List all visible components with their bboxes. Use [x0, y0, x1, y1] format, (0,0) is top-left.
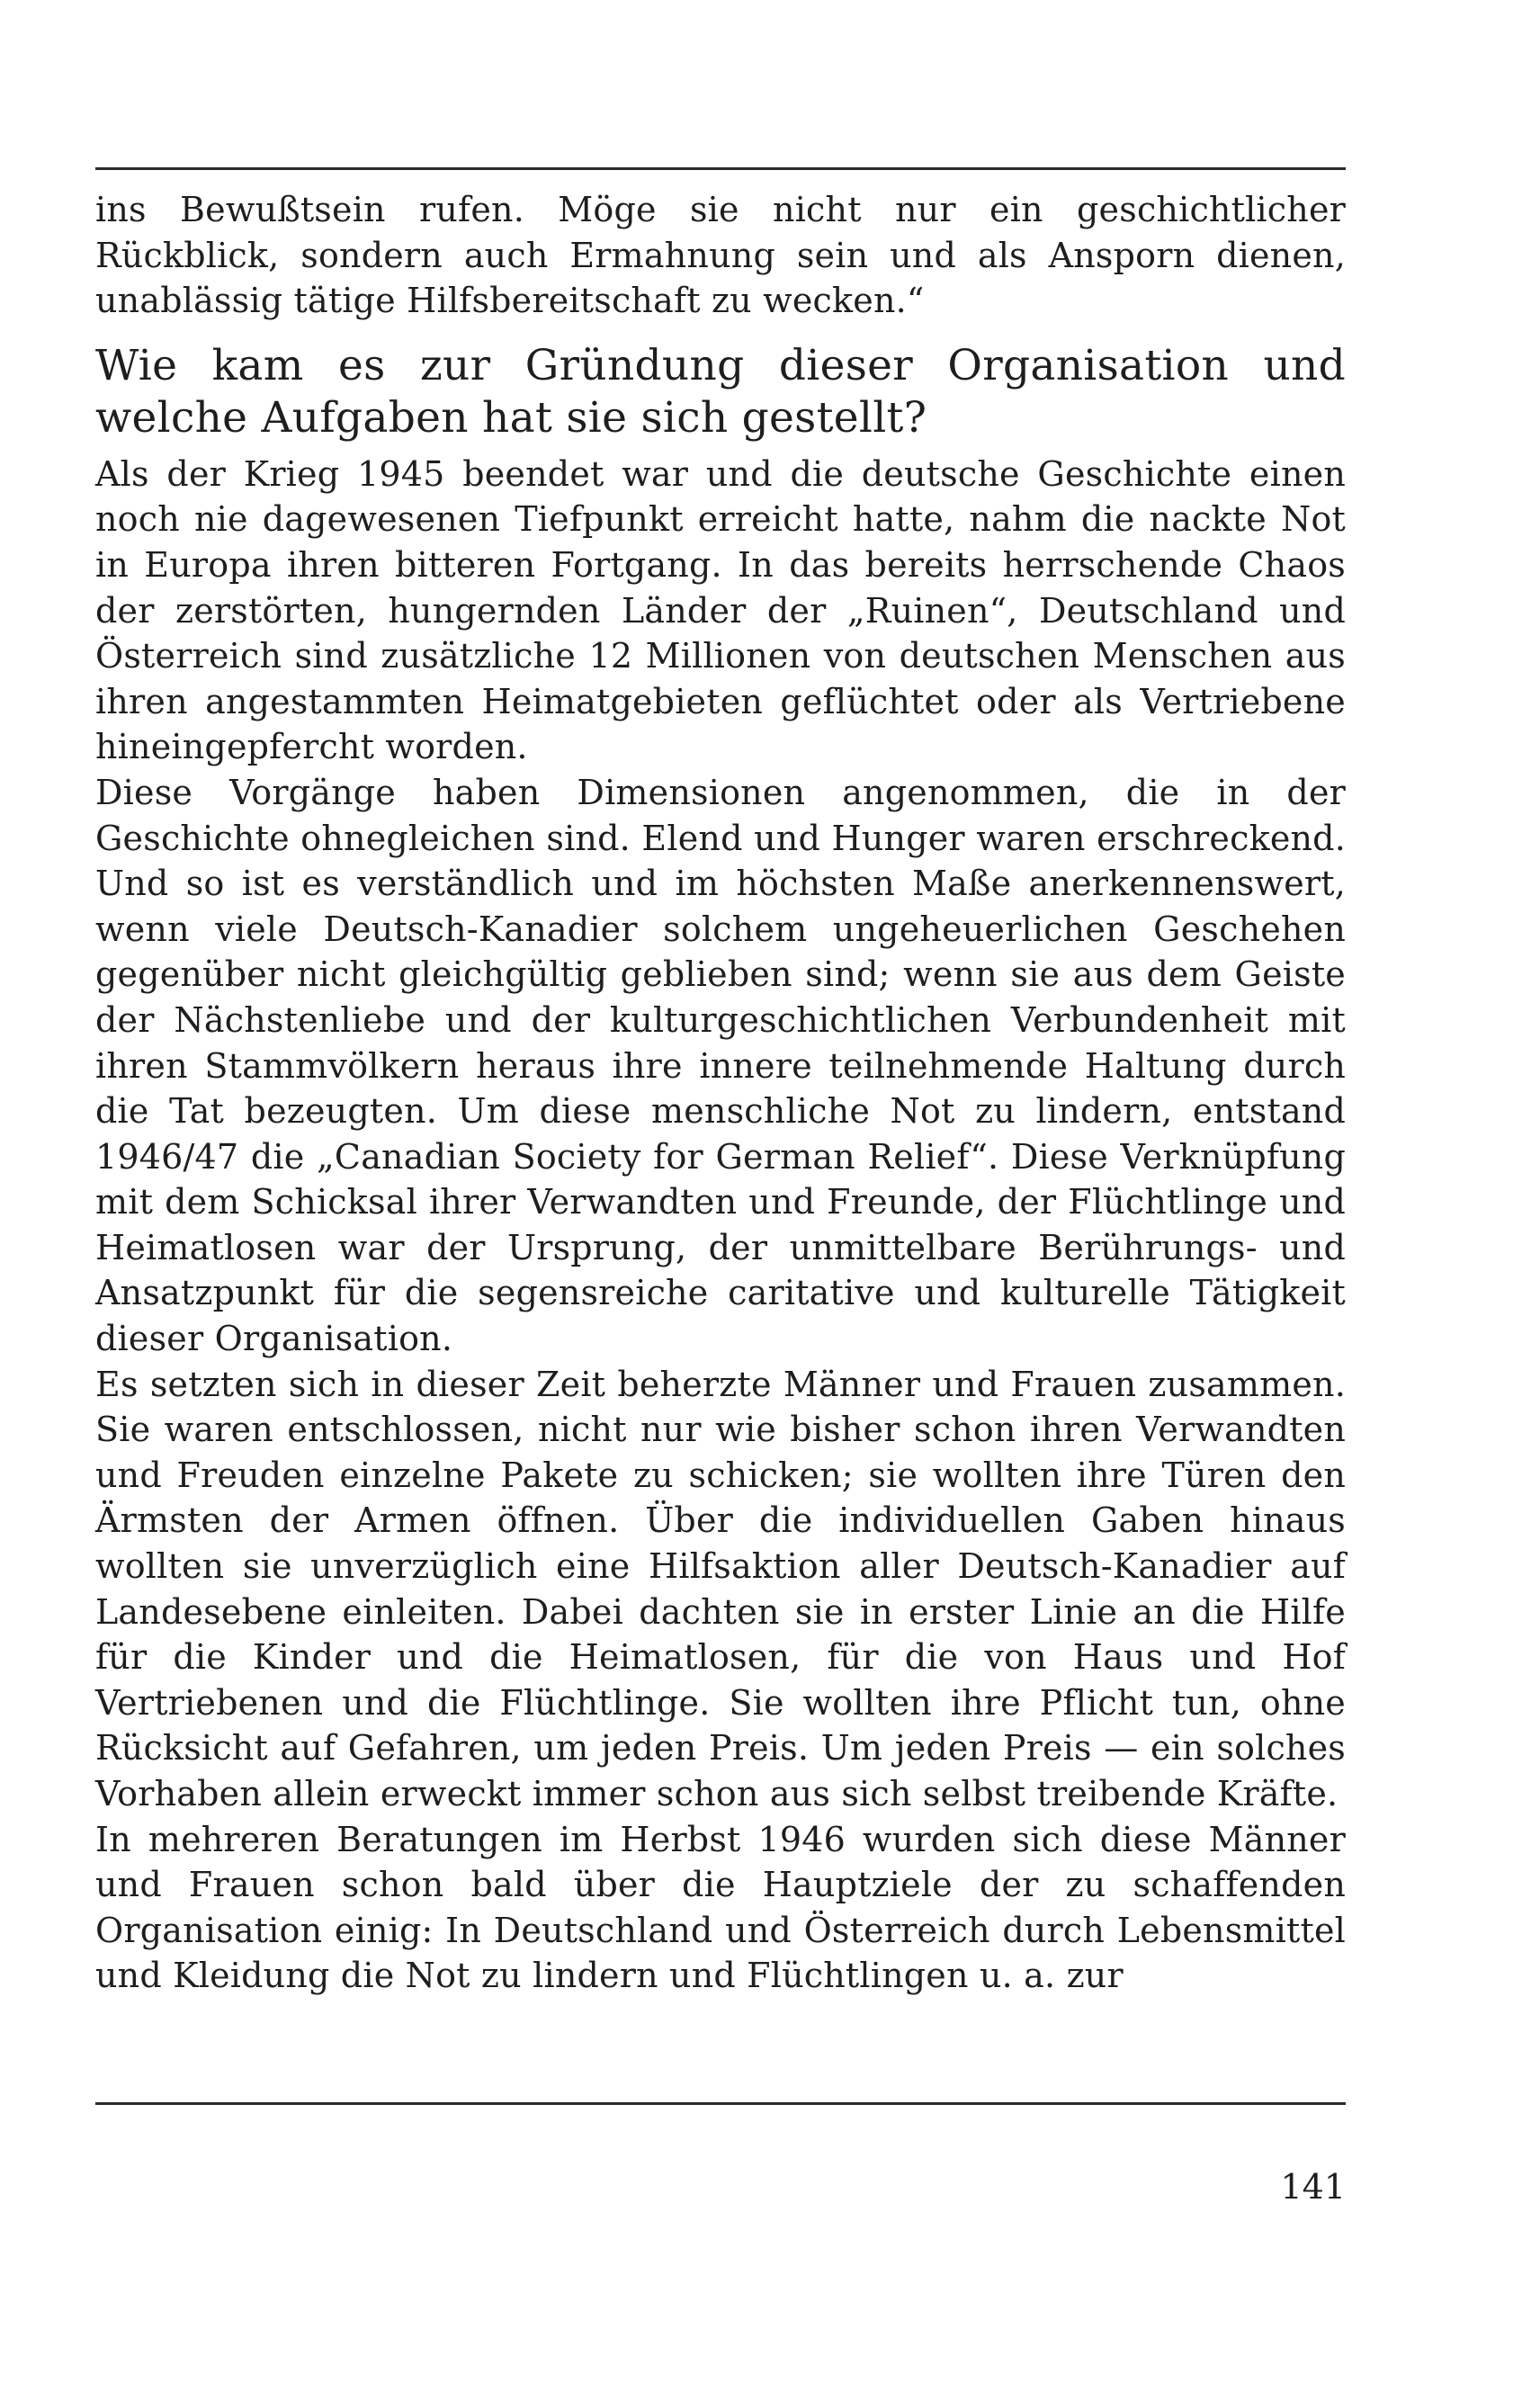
section-heading: Wie kam es zur Gründung dieser Organisation und welche Aufgaben hat sie sich gestellt? — [95, 340, 1346, 443]
paragraph-2: Diese Vorgänge haben Dimensionen angenommen, die in der Geschichte ohnegleichen sind. Elend und Hunger waren erschreckend. Und so ist es verständlich und im höchsten Maße anerkennenswert, wenn viele Deutsch-Kanadier solchem ungeheuerlichen Geschehen gegenüber nicht gleichgültig geblieben sind; wenn sie aus dem Geiste der Nächstenliebe und der kulturgeschichtlichen Verbundenheit mit ihren Stammvölkern heraus ihre innere teilnehmende Haltung durch die Tat bezeugten. Um diese menschliche Not zu lindern, entstand 1946/47 die „Canadian Society for German Relief“. Diese Verknüpfung mit dem Schicksal ihrer Verwandten und Freunde, der Flüchtlinge und Heimatlosen war der Ursprung, der unmittelbare Berührungs- und Ansatzpunkt für die segensreiche caritative und kulturelle Tätigkeit dieser Organisation. — [95, 772, 1346, 1359]
paragraph-1: Als der Krieg 1945 beendet war und die deutsche Geschichte einen noch nie dagewesenen Tiefpunkt erreicht hatte, nahm die nackte Not in Europa ihren bitteren Fortgang. In das bereits herrschende Chaos der zerstörten, hungernden Länder der „Ruinen“, Deutschland und Österreich sind zusätzliche 12 Millionen von deutschen Menschen aus ihren angestammten Heimatgebieten geflüchtet oder als Vertriebene hineingepfercht worden. — [95, 453, 1346, 767]
bottom-rule — [95, 2102, 1346, 2105]
page-number: 141 — [1280, 2167, 1346, 2207]
paragraph-intro-continuation: ins Bewußtsein rufen. Möge sie nicht nur ein geschichtlicher Rückblick, sondern auch Ermahnung sein und als Ansporn dienen, unablässig tätige Hilfsbereitschaft zu wecken.“ — [95, 190, 1346, 321]
page-body — [95, 187, 1346, 1999]
top-rule — [95, 167, 1346, 170]
paragraph-4: In mehreren Beratungen im Herbst 1946 wurden sich diese Männer und Frauen schon bald über die Hauptziele der zu schaffenden Organisation einig: In Deutschland und Österreich durch Lebensmittel und Kleidung die Not zu lindern und Flüchtlingen u. a. zur — [95, 1819, 1346, 1996]
paragraph-3: Es setzten sich in dieser Zeit beherzte Männer und Frauen zusammen. Sie waren entschlossen, nicht nur wie bisher schon ihren Verwandten und Freuden einzelne Pakete zu schicken; sie wollten ihre Türen den Ärmsten der Armen öffnen. Über die individuellen Gaben hinaus wollten sie unverzüglich eine Hilfsaktion aller Deutsch-Kanadier auf Landesebene einleiten. Dabei dachten sie in erster Linie an die Hilfe für die Kinder und die Heimatlosen, für die von Haus und Hof Vertriebenen und die Flüchtlinge. Sie wollten ihre Pflicht tun, ohne Rücksicht auf Gefahren, um jeden Preis. Um jeden Preis — ein solches Vorhaben allein erweckt immer schon aus sich selbst treibende Kräfte. — [95, 1364, 1346, 1813]
